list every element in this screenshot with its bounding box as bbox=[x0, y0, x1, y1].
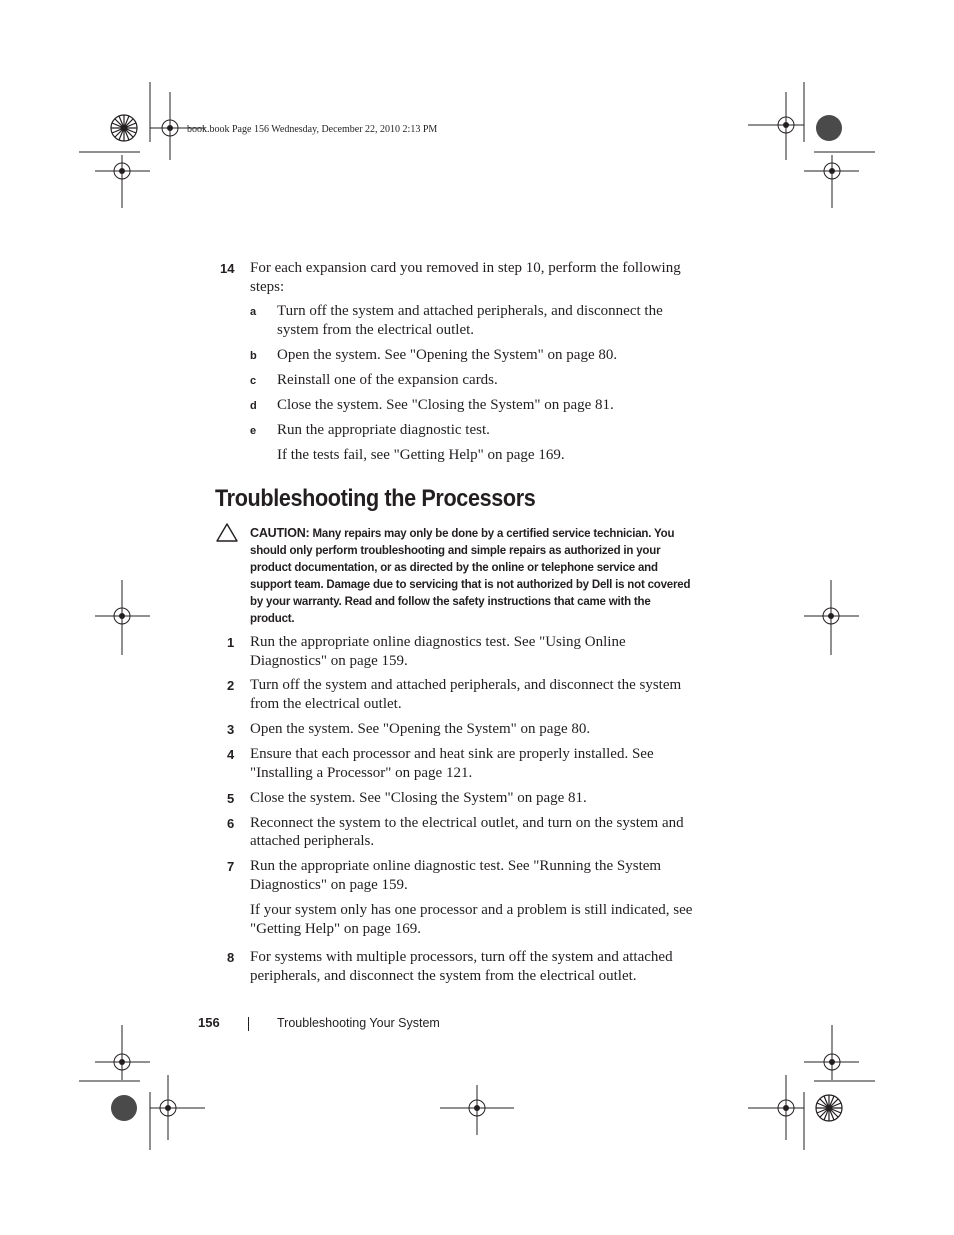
step-number: 8 bbox=[227, 950, 235, 965]
step-text: Run the appropriate online diagnostic test. See "Running the System bbox=[250, 858, 662, 874]
substep-text: Turn off the system and attached peripherals, and disconnect the bbox=[277, 303, 663, 319]
step-number: 7 bbox=[227, 859, 235, 874]
step-number: 14 bbox=[220, 261, 235, 276]
print-header-info: book.book Page 156 Wednesday, December 22, 2010 2:13 PM bbox=[187, 124, 438, 135]
step-text: Open the system. See "Opening the System" on page 80. bbox=[250, 721, 591, 737]
page-number: 156 bbox=[198, 1015, 220, 1030]
substep-text: Run the appropriate diagnostic test. bbox=[277, 422, 490, 438]
substep-text: Reinstall one of the expansion cards. bbox=[277, 372, 498, 388]
step-text: Diagnostics" on page 159. bbox=[250, 653, 408, 669]
step-text: steps: bbox=[250, 279, 285, 295]
step-text: Turn off the system and attached peripherals, and disconnect the system bbox=[250, 677, 682, 693]
step-number: 4 bbox=[227, 747, 235, 762]
caution-label: CAUTION: bbox=[250, 526, 310, 540]
step-number: 2 bbox=[227, 678, 235, 693]
step-number: 5 bbox=[227, 791, 235, 806]
step-note: If your system only has one processor and a problem is still indicated, see bbox=[250, 902, 693, 918]
substep-letter: c bbox=[250, 375, 257, 387]
substep-text: Open the system. See "Opening the System" on page 80. bbox=[277, 347, 618, 363]
substep-letter: d bbox=[250, 400, 257, 412]
footer-section-name: Troubleshooting Your System bbox=[277, 1016, 440, 1030]
step-number: 3 bbox=[227, 722, 235, 737]
step-text: Ensure that each processor and heat sink are properly installed. See bbox=[250, 746, 654, 762]
caution-icon bbox=[215, 522, 239, 543]
substep-letter: b bbox=[250, 350, 257, 362]
substep-letter: a bbox=[250, 306, 257, 318]
substep-text: system from the electrical outlet. bbox=[277, 322, 475, 338]
caution-text: support team. Damage due to servicing that is not authorized by Dell is not covered bbox=[250, 579, 691, 591]
caution-text: should only perform troubleshooting and simple repairs as authorized in your bbox=[250, 545, 661, 557]
step-text: Close the system. See "Closing the System" on page 81. bbox=[250, 790, 587, 806]
step-note: "Getting Help" on page 169. bbox=[250, 921, 421, 937]
step-text: "Installing a Processor" on page 121. bbox=[250, 765, 473, 781]
step-text: For each expansion card you removed in step 10, perform the following bbox=[250, 260, 681, 276]
caution-text: Many repairs may only be done by a certified service technician. You bbox=[312, 528, 675, 540]
substep-letter: e bbox=[250, 425, 257, 437]
step-number: 6 bbox=[227, 816, 235, 831]
step-text: from the electrical outlet. bbox=[250, 696, 402, 712]
step-text: peripherals, and disconnect the system from the electrical outlet. bbox=[250, 968, 637, 984]
step-text: Diagnostics" on page 159. bbox=[250, 877, 408, 893]
step-text: Run the appropriate online diagnostics test. See "Using Online bbox=[250, 634, 626, 650]
step-text: attached peripherals. bbox=[250, 833, 375, 849]
substep-note: If the tests fail, see "Getting Help" on page 169. bbox=[277, 447, 565, 463]
caution-text: product documentation, or as directed by the online or telephone service and bbox=[250, 562, 658, 574]
step-text: For systems with multiple processors, turn off the system and attached bbox=[250, 949, 673, 965]
step-text: Reconnect the system to the electrical outlet, and turn on the system and bbox=[250, 815, 684, 831]
caution-notice bbox=[250, 525, 720, 628]
substep-text: Close the system. See "Closing the System" on page 81. bbox=[277, 397, 614, 413]
caution-text: by your warranty. Read and follow the safety instructions that came with the bbox=[250, 596, 651, 608]
step-number: 1 bbox=[227, 635, 235, 650]
footer-divider bbox=[248, 1017, 249, 1031]
section-title: Troubleshooting the Processors bbox=[215, 485, 536, 512]
caution-text: product. bbox=[250, 613, 295, 625]
